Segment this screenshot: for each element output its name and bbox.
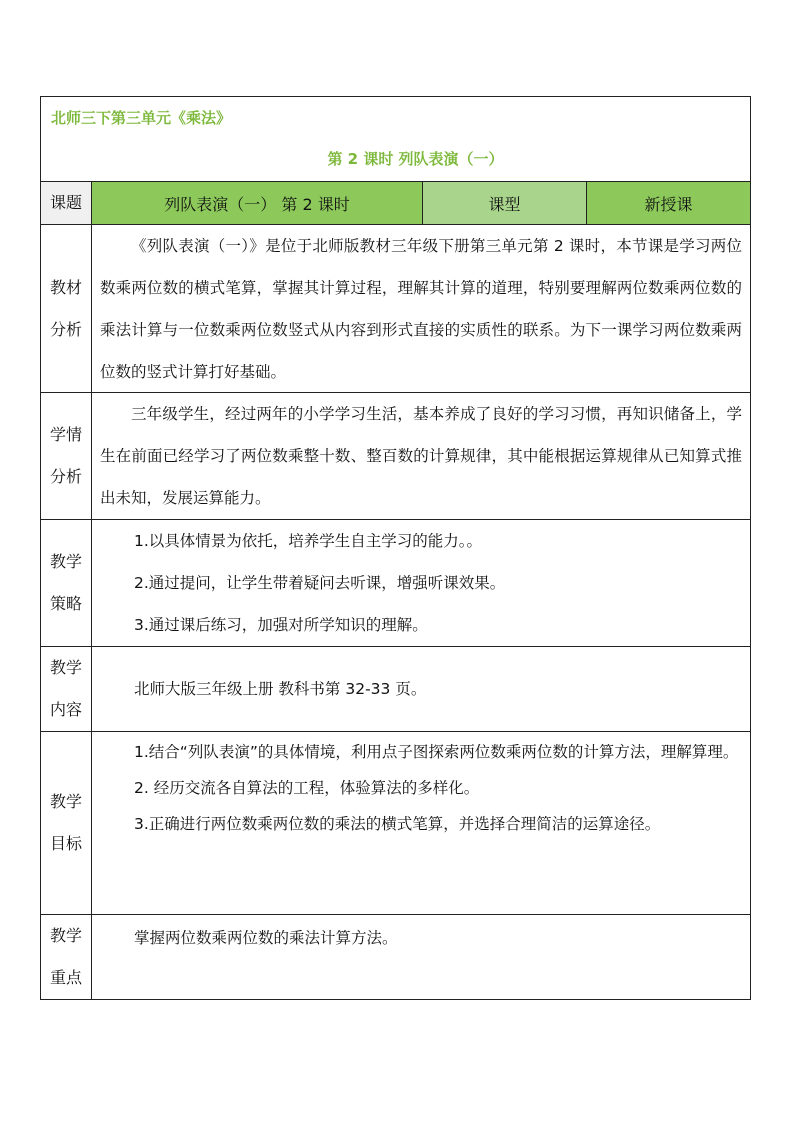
material-analysis-row xyxy=(41,225,750,393)
key-points-text: 掌握两位数乘两位数的乘法计算方法。 xyxy=(134,929,398,947)
teaching-goals-label xyxy=(41,732,92,914)
topic-value: 列队表演（一） 第 2 课时 xyxy=(92,182,423,224)
teaching-content-text: 北师大版三年级上册 教科书第 32-33 页。 xyxy=(134,680,427,698)
list-item: 3.正确进行两位数乘两位数的乘法的横式笔算，并选择合理简洁的运算途径。 xyxy=(134,815,661,833)
label-line-2: 分析 xyxy=(49,319,82,339)
student-analysis-text: 三年级学生，经过两年的小学学习生活，基本养成了良好的学习习惯，再知识储备上，学生在前面已经学习了两位数乘整十数、整百数的计算规律，其中能根据运算规律从已知算式推出未知，发展运算能力。 xyxy=(100,405,742,507)
label-line-1: 教学 xyxy=(49,792,82,811)
label-line-1: 教材 xyxy=(49,277,82,297)
key-points-row xyxy=(41,915,750,999)
series-title: 北师三下第三单元《乘法》 xyxy=(51,109,232,127)
material-analysis-label xyxy=(41,225,92,392)
student-analysis-label xyxy=(41,393,92,519)
topic-row xyxy=(41,182,750,225)
lesson-title: 第 2 课时 列队表演（一） xyxy=(327,150,504,168)
type-value: 新授课 xyxy=(587,182,750,224)
key-points-label xyxy=(41,915,92,999)
label-line-1: 教学 xyxy=(49,926,82,945)
teaching-content-row xyxy=(41,647,750,732)
label-line-1: 教学 xyxy=(49,552,82,571)
list-item: 2.通过提问，让学生带着疑问去听课，增强听课效果。 xyxy=(134,574,506,592)
student-analysis-row xyxy=(41,393,750,520)
label-line-2: 目标 xyxy=(49,834,82,853)
lesson-plan-table xyxy=(40,96,751,1000)
teaching-strategy-list xyxy=(92,520,750,646)
label-line-1: 教学 xyxy=(49,658,82,677)
teaching-goals-row xyxy=(41,732,750,915)
teaching-content-label xyxy=(41,647,92,731)
label-line-1: 学情 xyxy=(49,425,82,444)
label-line-2: 内容 xyxy=(49,700,82,719)
list-item: 2. 经历交流各自算法的工程，体验算法的多样化。 xyxy=(134,779,480,797)
teaching-strategy-label xyxy=(41,520,92,646)
label-line-2: 重点 xyxy=(49,968,82,987)
list-item: 3.通过课后练习，加强对所学知识的理解。 xyxy=(134,616,428,634)
label-line-2: 策略 xyxy=(49,594,82,613)
type-label: 课型 xyxy=(423,182,587,224)
topic-label: 课题 xyxy=(41,182,92,224)
teaching-strategy-row xyxy=(41,520,750,647)
document-header xyxy=(41,97,750,182)
list-item: 1.以具体情景为依托，培养学生自主学习的能力。。 xyxy=(134,532,483,550)
teaching-goals-list xyxy=(92,732,750,914)
material-analysis-text: 《列队表演（一）》是位于北师版教材三年级下册第三单元第 2 课时，本节课是学习两位数乘两位数的横式笔算，掌握其计算过程，理解其计算的道理，特别要理解两位数乘两位数的乘法计算与一位数乘两位数竖式从内容到形式直接的实质性的联系。为下一课学习两位数乘两位数的竖式计算打好基础。 xyxy=(100,237,742,381)
list-item: 1.结合“列队表演”的具体情境，利用点子图探索两位数乘两位数的计算方法，理解算理。 xyxy=(134,743,739,761)
label-line-2: 分析 xyxy=(49,467,82,486)
